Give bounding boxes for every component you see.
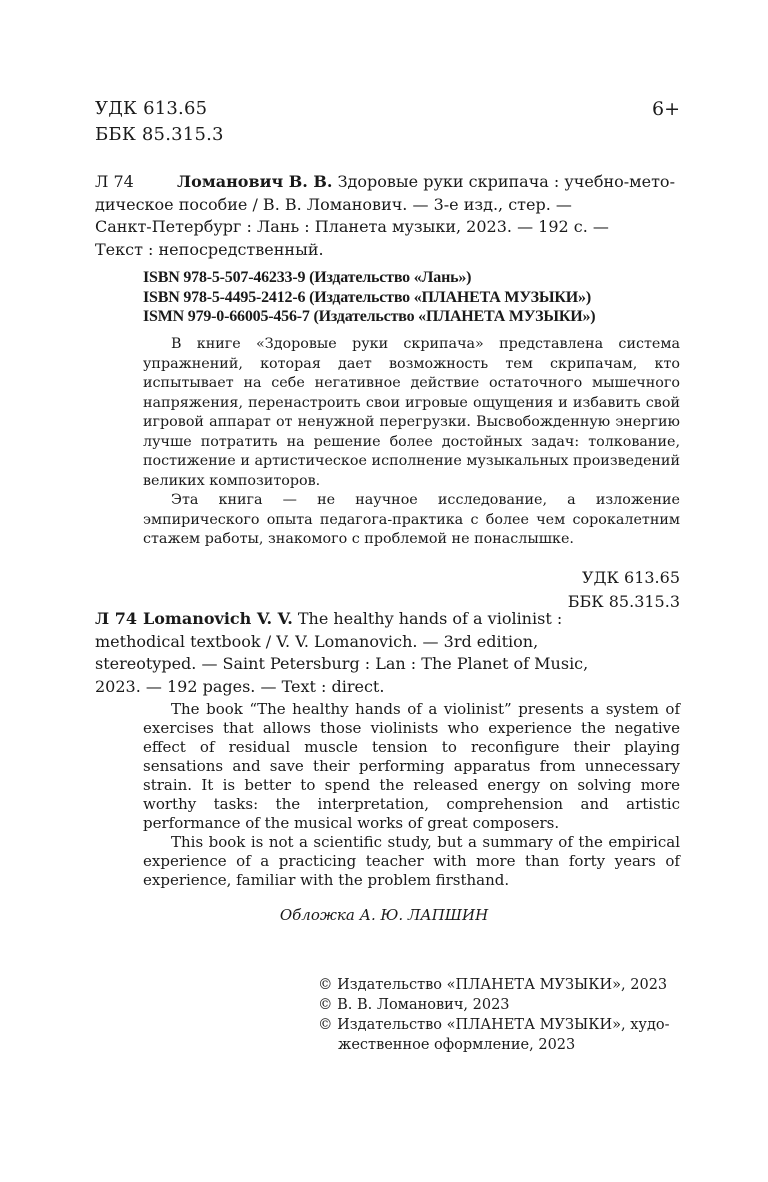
author-sign-ru: Л 74	[95, 172, 134, 191]
author-name-en: Lomanovich V. V.	[143, 609, 293, 628]
copyright-line-3: © Издательство «ПЛАНЕТА МУЗЫКИ», худо-	[318, 1017, 670, 1033]
udk-code-en: УДК 613.65	[581, 568, 680, 587]
entry-en-line2: methodical textbook / V. V. Lomanovich. — 3rd edition,	[95, 631, 539, 651]
entry-ru-line2: дическое пособие / В. В. Ломанович. — 3-е изд., стер. —	[95, 194, 572, 214]
entry-ru-line3: Санкт-Петербург : Лань : Планета музыки, 2023. — 192 с. —	[95, 217, 609, 236]
entry-ru-line1	[177, 171, 680, 194]
isbn-lan: ISBN 978-5-507-46233-9 (Издательство «Лань»)	[143, 269, 472, 286]
age-rating: 6+	[651, 98, 680, 120]
entry-ru-line4: Текст : непосредственный.	[95, 239, 324, 259]
cover-credit: Обложка А. Ю. ЛАПШИН	[279, 906, 489, 924]
ismn-planeta: ISMN 979-0-66005-456-7 (Издательство «ПЛАНЕТА МУЗЫКИ»)	[143, 308, 596, 325]
classification-codes-en	[568, 566, 680, 614]
annotation-en-paragraph-2: This book is not a scientific study, but a summary of the empirical experience of a practicing teacher with more than forty years of experience, familiar with the problem firsthand.	[143, 833, 680, 889]
copyright-line-2: © В. В. Ломанович, 2023	[318, 997, 510, 1013]
isbn-planeta: ISBN 978-5-4495-2412-6 (Издательство «ПЛАНЕТА МУЗЫКИ»)	[143, 288, 591, 306]
author-sign-en: Л 74	[95, 609, 137, 628]
copyright-line-1: © Издательство «ПЛАНЕТА МУЗЫКИ», 2023	[318, 977, 668, 993]
bbk-code-en: ББК 85.315.3	[567, 592, 680, 611]
copyright-block	[318, 975, 680, 1055]
entry-en-line3: stereotyped. — Saint Petersburg : Lan : The Planet of Music,	[95, 654, 589, 673]
title-ru: Здоровые руки скрипача : учебно-мето-	[332, 172, 675, 191]
bibliographic-entry-en	[95, 608, 680, 698]
udk-code: УДК 613.65	[95, 98, 208, 119]
bbk-code: ББК 85.315.3	[95, 124, 224, 145]
entry-en-line4: 2023. — 192 pages. — Text : direct.	[95, 676, 385, 696]
annotation-en-paragraph-1: The book “The healthy hands of a violinist” presents a system of exercises that allows those violinists who experience the negative effect of residual muscle tension to reconfigure their playing sensations and save their performing apparatus from unnecessary strain. It is better to spend the released energy on solving more worthy tasks: the interpretation, comprehension and artistic performance of the musical works of great composers.	[143, 700, 680, 832]
title-en: The healthy hands of a violinist :	[292, 609, 563, 628]
annotation-en	[143, 700, 680, 890]
entry-en-line1	[143, 608, 680, 631]
annotation-ru-paragraph-2: Эта книга — не научное исследование, а изложение эмпирического опыта педагога-практика с более чем сорокалетним стажем работы, знакомого с проблемой не понаслышке.	[143, 492, 680, 547]
author-name-ru: Ломанович В. В.	[177, 172, 333, 191]
isbn-list	[143, 268, 683, 327]
classification-codes	[95, 96, 680, 148]
bibliographic-entry-ru	[95, 171, 680, 261]
copyright-line-4: жественное оформление, 2023	[338, 1037, 576, 1053]
annotation-ru-paragraph-1: В книге «Здоровые руки скрипача» представлена система упражнений, которая дает возможность тем скрипачам, кто испытывает на себе негативное действие остаточного мышечного напряжения, перенастроить свои игровые ощущения и избавить свой игровой аппарат от ненужной перегрузки. Высвобожденную энергию лучше потратить на решение более достойных задач: толкование, постижение и артистическое исполнение музыкальных произведений великих композиторов.	[143, 336, 680, 489]
annotation-ru	[143, 335, 680, 550]
